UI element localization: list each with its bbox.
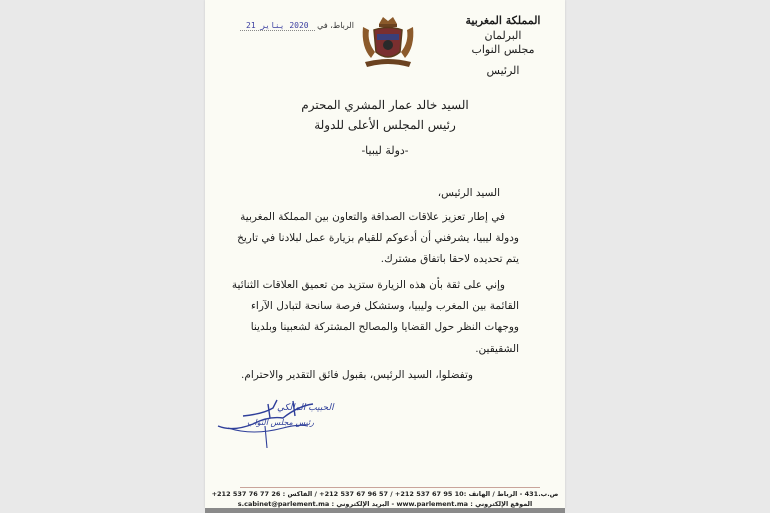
paragraph1-line: ودولة ليبيا، يشرفني أن أدعوكم للقيام بزيارة عمل لبلادنا في تاريخ <box>237 232 519 244</box>
royal-emblem-icon <box>357 12 419 74</box>
header-president: الرئيس <box>486 64 520 77</box>
date-line <box>240 21 354 30</box>
paragraph2-line: وإني على ثقة بأن هذه الزيارة ستزيد من تعميق العلاقات الثنائية <box>231 279 505 291</box>
scan-edge <box>205 508 565 513</box>
header-parliament: البرلمان <box>484 29 522 42</box>
signature-title: رئيس مجلس النواب <box>247 418 315 427</box>
addressee-name: السيد خالد عمار المشري المحترم <box>301 98 469 112</box>
signature-name: الحبيب المالكي <box>277 403 334 413</box>
closing: وتفضلوا، السيد الرئيس، بقبول فائق التقدير والاحترام. <box>241 369 473 381</box>
salutation: السيد الرئيس، <box>437 187 500 199</box>
paragraph2-line: ووجهات النظر حول القضايا والمصالح المشتركة لشعبينا وبلدينا <box>250 321 519 333</box>
footer-contact: ص.ب.431 - الرباط / الهاتف :10 95 67 537 212+ / 57 96 67 537 212+ / الفاكس : 26 77 76 537 212+ <box>211 490 559 498</box>
header-kingdom: المملكة المغربية <box>465 14 541 27</box>
addressee-country: -دولة ليبيا- <box>361 144 409 157</box>
paragraph1-line: يتم تحديده لاحقا باتفاق مشترك. <box>380 253 519 265</box>
place-label: الرباط، في <box>317 21 354 30</box>
letter-page <box>205 0 565 508</box>
footer-divider <box>240 487 540 488</box>
paragraph2-line: القائمة بين المغرب وليبيا، وستشكل فرصة سانحة لتبادل الآراء <box>251 300 519 312</box>
addressee-title: رئيس المجلس الأعلى للدولة <box>314 118 456 132</box>
footer-web: الموقع الإلكتروني : www.parlement.ma - البريد الإلكتروني : s.cabinet@parlement.ma <box>237 500 533 508</box>
header-house: مجلس النواب <box>471 43 535 56</box>
date-value: 2020 يناير 21 <box>240 21 315 31</box>
paragraph1-line: في إطار تعزيز علاقات الصداقة والتعاون بين المملكة المغربية <box>240 211 505 223</box>
paragraph2-line: الشقيقين. <box>475 343 519 355</box>
